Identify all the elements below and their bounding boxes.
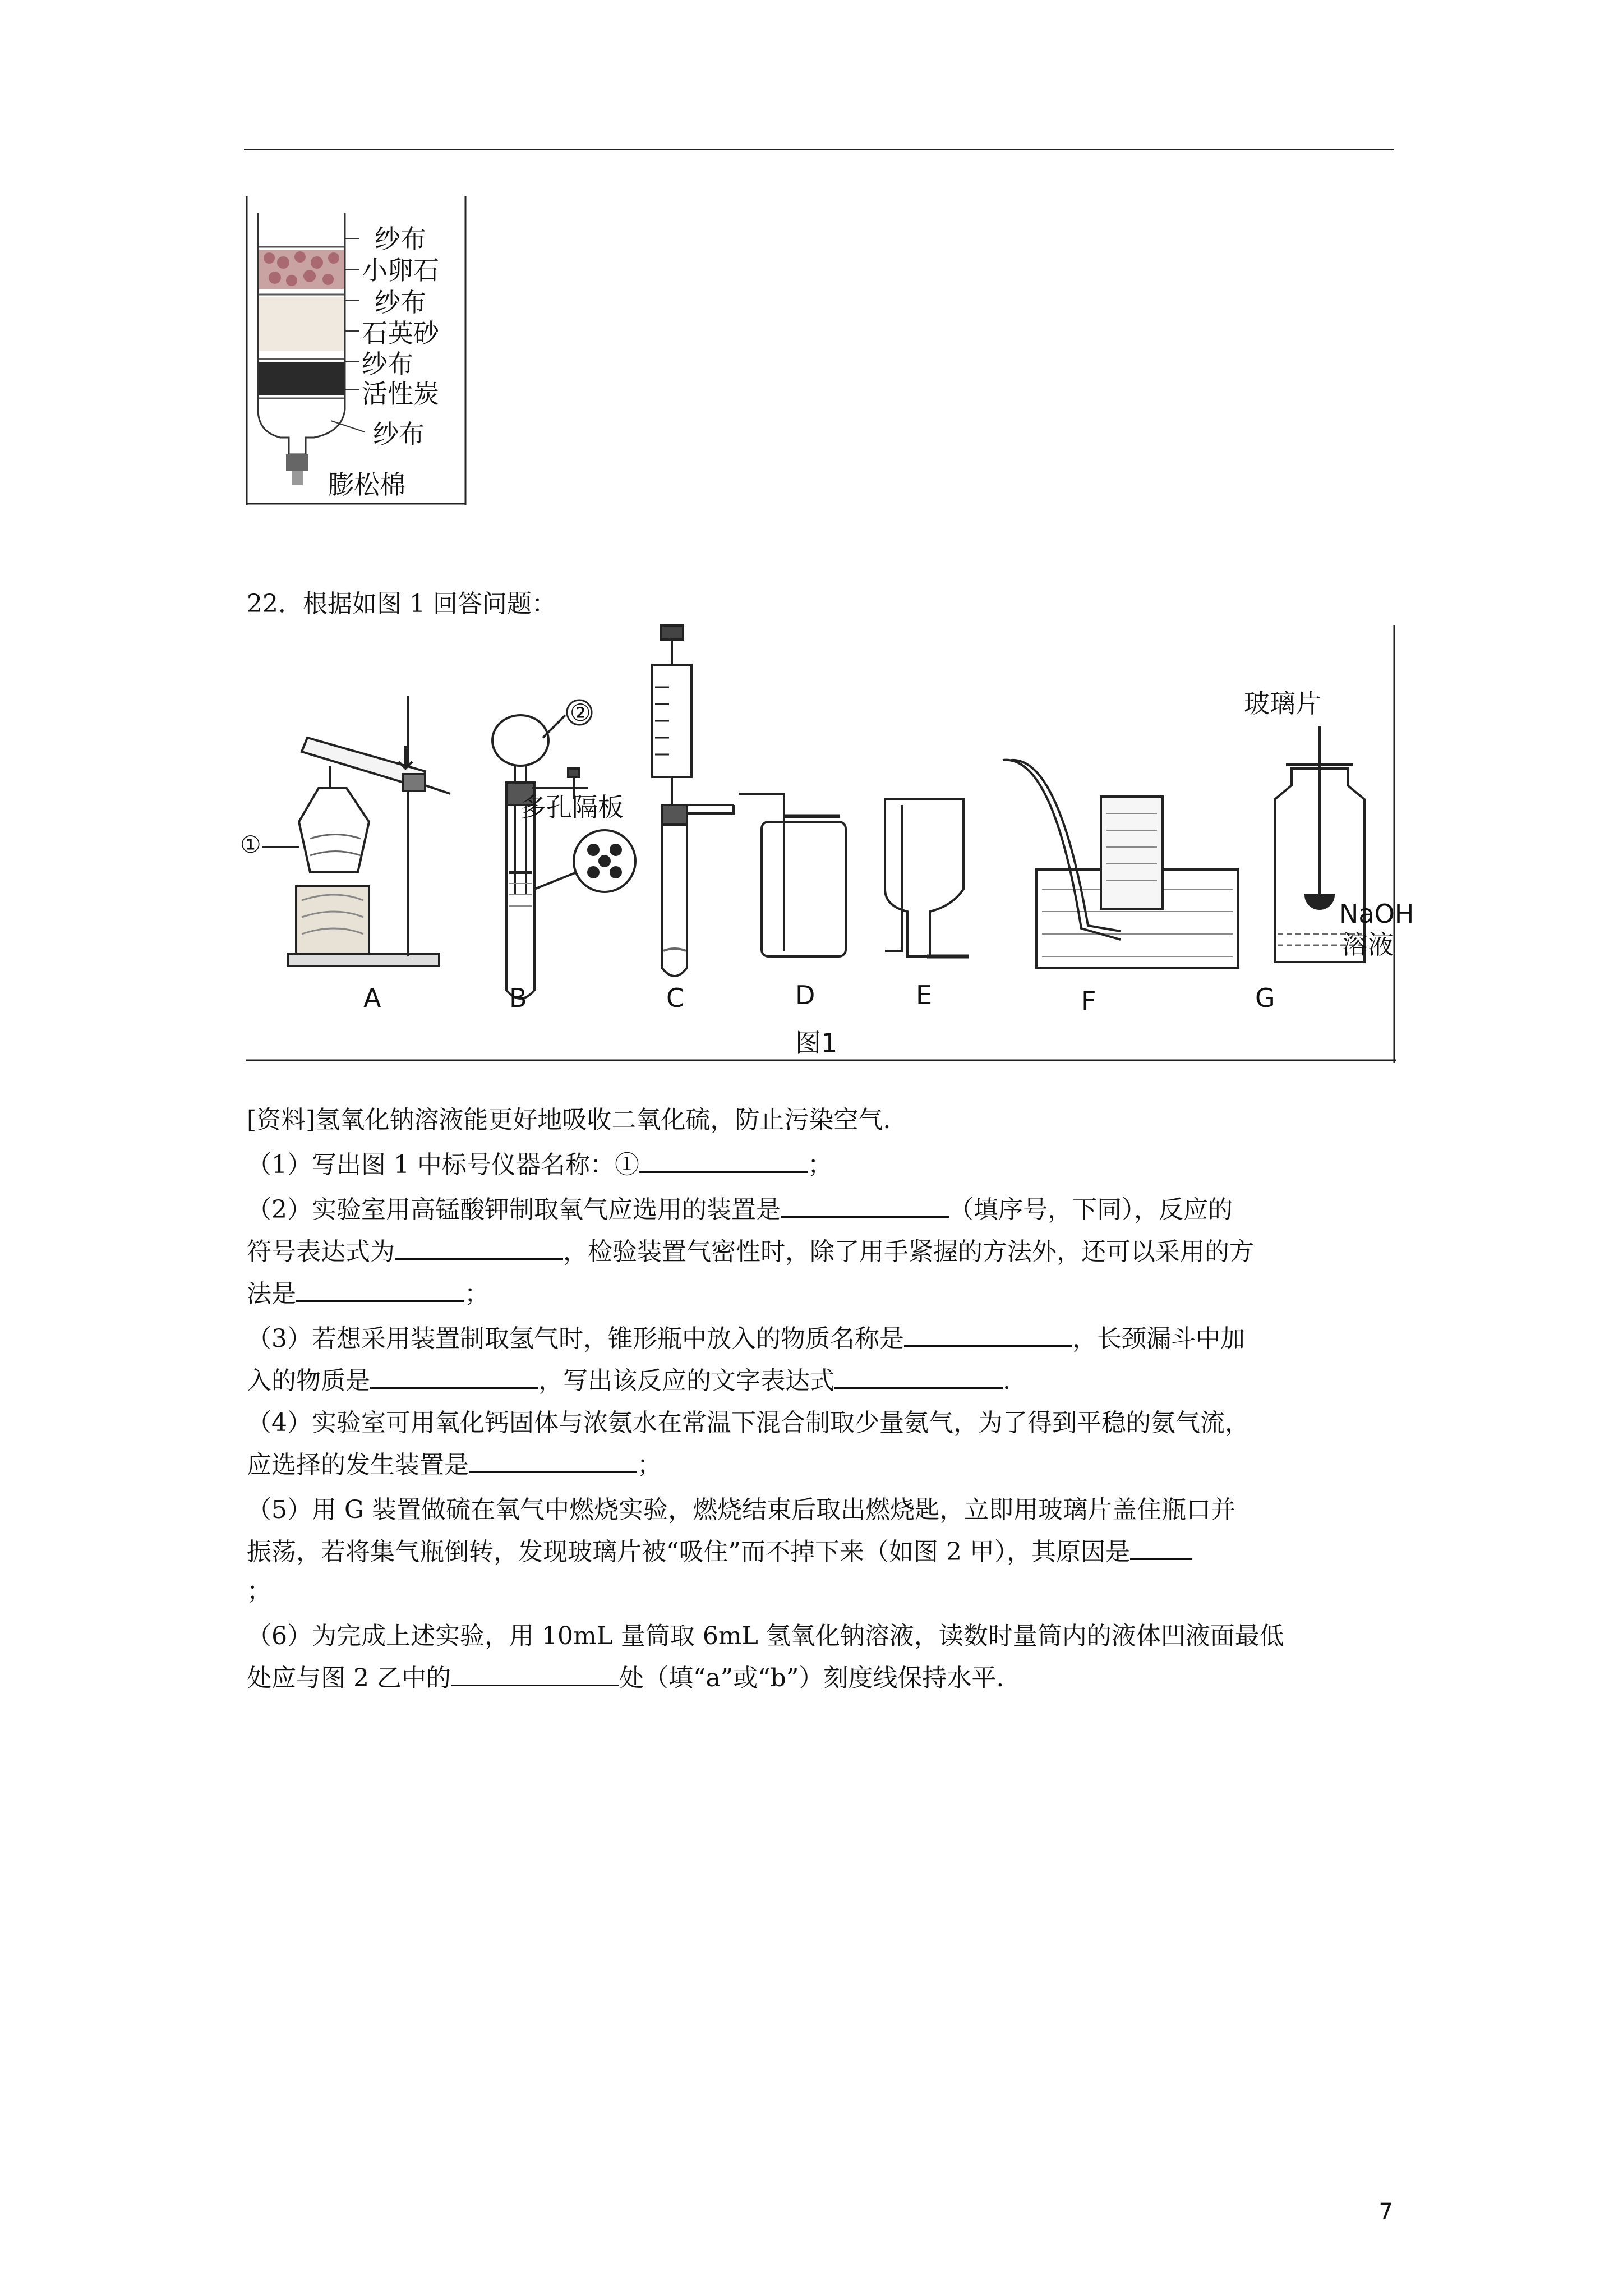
q-part-4-cont: 应选择的发生装置是 ； bbox=[247, 1444, 1396, 1480]
water-filter-figure bbox=[247, 196, 471, 505]
q-part-4: （4）实验室可用氧化钙固体与浓氨水在常温下混合制取少量氨气，为了得到平稳的氨气流， bbox=[247, 1409, 1249, 1437]
q-part-2-cont: 符号表达式为 ，检验装置气密性时，除了用手紧握的方法外，还可以采用的方 bbox=[247, 1231, 1396, 1267]
apparatus-f bbox=[1003, 760, 1238, 968]
filter-label-gauze-4: 纱布 bbox=[373, 419, 425, 449]
q-part-3: （3）若想采用装置制取氢气时，锥形瓶中放入的物质名称是 ，长颈漏斗中加 bbox=[247, 1318, 1396, 1354]
label-e: E bbox=[916, 980, 933, 1010]
answer-blank-4[interactable] bbox=[296, 1278, 464, 1302]
label-d: D bbox=[795, 980, 815, 1010]
answer-blank-9[interactable] bbox=[1130, 1536, 1192, 1560]
apparatus-e bbox=[885, 799, 969, 956]
apparatus-figure-1 bbox=[240, 625, 1414, 1063]
q-part-2-end: 法是 ； bbox=[247, 1273, 1396, 1309]
q-part-5-cont: 振荡，若将集气瓶倒转，发现玻璃片被“吸住”而不掉下来（如图 2 甲），其原因是 bbox=[247, 1531, 1396, 1567]
apparatus-c bbox=[652, 625, 734, 976]
perforated-plate-label: 多孔隔板 bbox=[520, 792, 624, 822]
question-22-title: 22．根据如图 1 回答问题： bbox=[247, 590, 556, 618]
filter-label-gauze-3: 纱布 bbox=[362, 349, 413, 379]
filter-label-carbon: 活性炭 bbox=[362, 379, 439, 409]
q-part-6: （6）为完成上述实验，用 10mL 量筒取 6mL 氢氧化钠溶液，读数时量筒内的液体凹液面最低 bbox=[247, 1622, 1284, 1650]
marker-1: ① bbox=[240, 831, 261, 858]
answer-blank-6[interactable] bbox=[370, 1365, 538, 1389]
q-part-6-cont: 处应与图 2 乙中的 处（填“a”或“b”）刻度线保持水平. bbox=[247, 1658, 1396, 1694]
answer-blank-7[interactable] bbox=[834, 1365, 1003, 1389]
filter-label-pebbles: 小卵石 bbox=[362, 255, 439, 286]
q-part-3-cont: 入的物质是 ，写出该反应的文字表达式 . bbox=[247, 1360, 1396, 1396]
header-rule bbox=[244, 149, 1394, 150]
answer-blank-10[interactable] bbox=[451, 1662, 619, 1686]
answer-blank-2[interactable] bbox=[781, 1194, 949, 1218]
filter-label-cotton: 膨松棉 bbox=[328, 470, 405, 500]
figure-caption: 图1 bbox=[795, 1028, 838, 1058]
label-c: C bbox=[666, 983, 685, 1013]
q-part-2: （2）实验室用高锰酸钾制取氧气应选用的装置是 （填序号，下同），反应的 bbox=[247, 1189, 1396, 1225]
marker-2: ② bbox=[570, 699, 591, 726]
filter-label-gauze-1: 纱布 bbox=[375, 224, 426, 254]
answer-blank-3[interactable] bbox=[395, 1236, 563, 1260]
apparatus-d bbox=[739, 794, 846, 956]
label-g: G bbox=[1255, 983, 1275, 1013]
label-b: B bbox=[509, 983, 527, 1013]
solution-label: 溶液 bbox=[1342, 930, 1394, 960]
label-a: A bbox=[363, 983, 381, 1013]
filter-label-gauze-2: 纱布 bbox=[375, 287, 426, 318]
answer-blank-8[interactable] bbox=[469, 1449, 637, 1473]
q-part-5: （5）用 G 装置做硫在氧气中燃烧实验，燃烧结束后取出燃烧匙，立即用玻璃片盖住瓶口并 bbox=[247, 1496, 1236, 1524]
answer-blank-5[interactable] bbox=[904, 1323, 1072, 1347]
apparatus-a bbox=[288, 696, 450, 966]
answer-blank-1[interactable] bbox=[639, 1149, 808, 1173]
resource-note: [资料]氢氧化钠溶液能更好地吸收二氧化硫，防止污染空气. bbox=[247, 1106, 891, 1134]
naoh-label: NaOH bbox=[1339, 899, 1414, 929]
glass-sheet-label: 玻璃片 bbox=[1244, 688, 1321, 719]
q-part-1: （1）写出图 1 中标号仪器名称：① ； bbox=[247, 1144, 1396, 1180]
page-number: 7 bbox=[1378, 2199, 1393, 2225]
filter-label-quartz: 石英砂 bbox=[362, 318, 439, 348]
q-part-5-end: ； bbox=[247, 1577, 271, 1605]
apparatus-b bbox=[492, 715, 635, 999]
label-f: F bbox=[1081, 986, 1096, 1016]
